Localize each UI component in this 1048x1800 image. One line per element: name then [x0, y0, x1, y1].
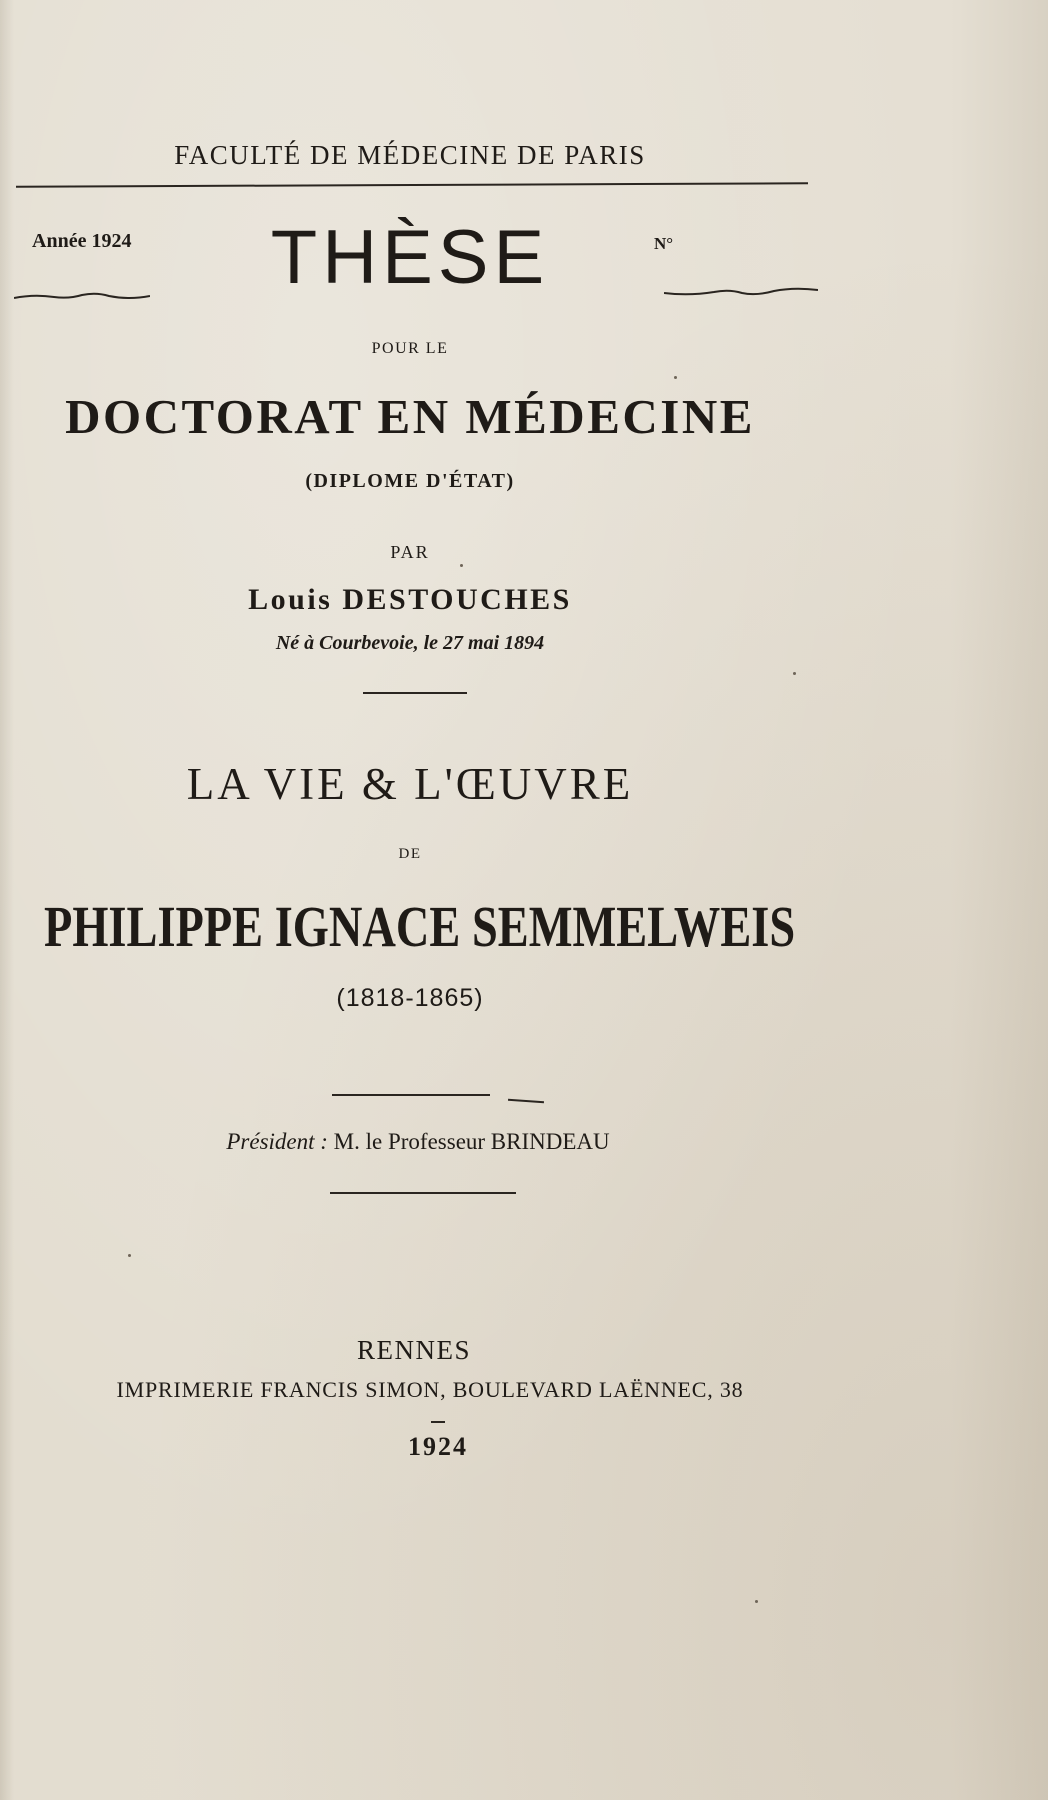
- birth-info: Né à Courbevoie, le 27 mai 1894: [275, 632, 545, 654]
- par-text: PAR: [390, 542, 430, 562]
- paper-speck: [460, 564, 463, 567]
- president-line: [0, 1129, 836, 1155]
- diploma-subtitle: (DIPLOME D'ÉTAT): [305, 470, 515, 492]
- thesis-subject: PHILIPPE IGNACE SEMMELWEIS: [44, 894, 796, 959]
- imprint-year: 1924: [408, 1432, 468, 1461]
- right-flourish-ornament: [664, 286, 818, 298]
- imprint-dash: [431, 1421, 445, 1423]
- middle-divider: [332, 1094, 490, 1096]
- pour-le-text: POUR LE: [371, 340, 449, 357]
- paper-speck: [793, 672, 796, 675]
- author-name: Louis DESTOUCHES: [248, 583, 572, 616]
- printer-line: IMPRIMERIE FRANCIS SIMON, BOULEVARD LAËNNEC, 38: [116, 1377, 744, 1402]
- president-label: Président :: [226, 1129, 328, 1154]
- faculty-heading: FACULTÉ DE MÉDECINE DE PARIS: [174, 140, 646, 170]
- these-title: THÈSE: [270, 215, 550, 300]
- top-rule-divider: [16, 182, 808, 187]
- middle-divider-tail: [508, 1099, 544, 1104]
- short-divider: [363, 692, 467, 694]
- paper-speck: [755, 1600, 758, 1603]
- lower-divider: [330, 1192, 516, 1194]
- president-name: M. le Professeur BRINDEAU: [333, 1129, 610, 1154]
- imprint-city: RENNES: [356, 1335, 471, 1365]
- de-text: DE: [398, 846, 422, 862]
- left-flourish-ornament: [14, 290, 150, 302]
- number-label: N°: [654, 234, 674, 253]
- paper-speck: [674, 376, 677, 379]
- thesis-title-line1: LA VIE & L'ŒUVRE: [186, 759, 634, 809]
- year-label: Année 1924: [32, 230, 132, 252]
- subject-dates: (1818-1865): [336, 984, 484, 1012]
- paper-speck: [128, 1254, 131, 1257]
- degree-heading: DOCTORAT EN MÉDECINE: [65, 389, 755, 444]
